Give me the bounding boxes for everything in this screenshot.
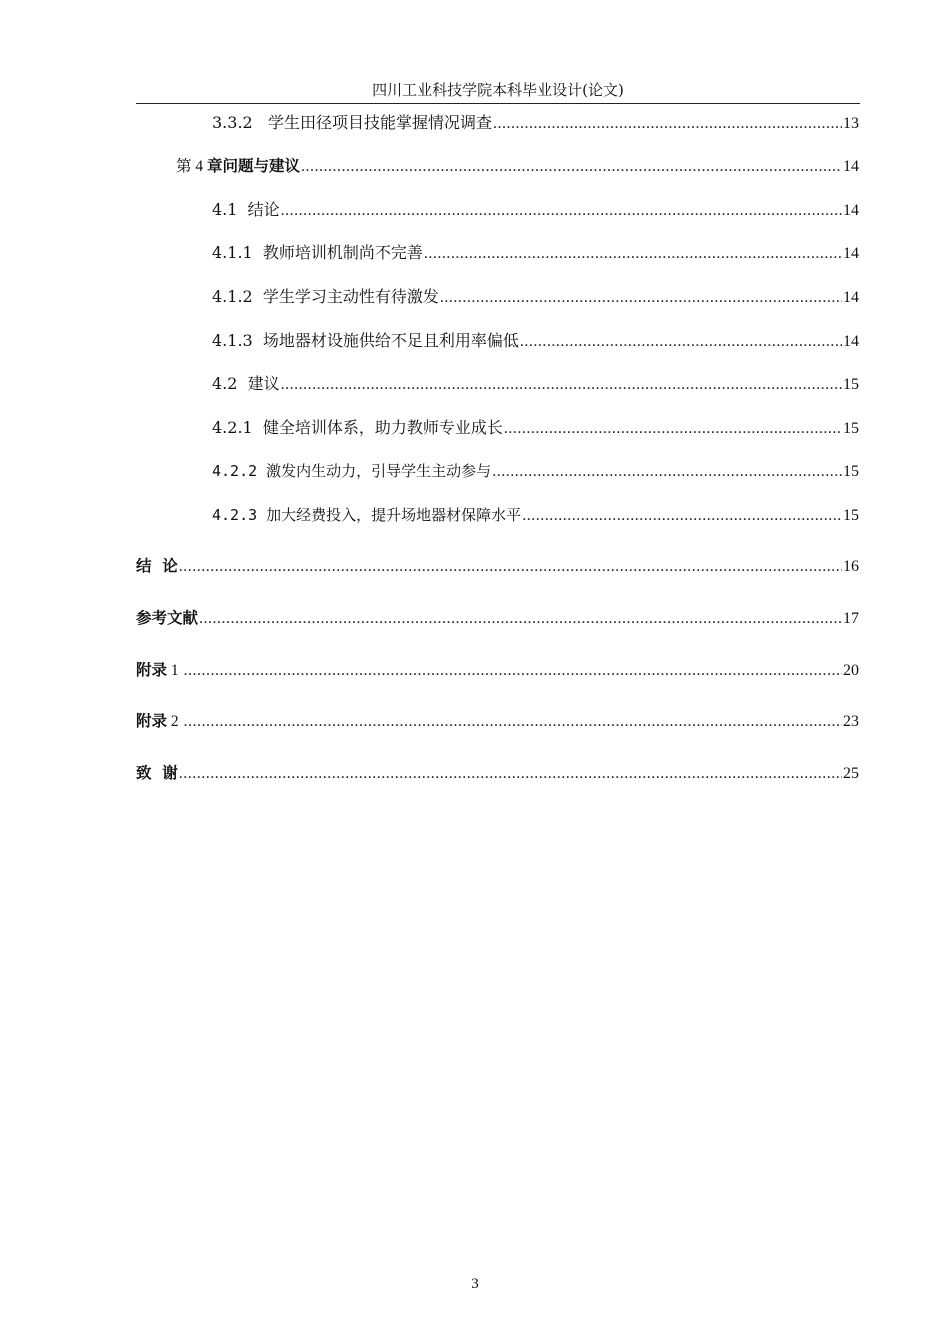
toc-entry-label: 4.1 结论: [212, 200, 280, 219]
toc-entry-3-3-2[interactable]: [212, 112, 859, 135]
toc-entry-page: 14: [843, 333, 859, 350]
toc-entry-page: 14: [843, 245, 859, 262]
toc-entry-page: 17: [843, 610, 859, 627]
toc-entry-4-1-3[interactable]: [212, 330, 859, 353]
toc-entry-appendix-2[interactable]: [136, 710, 859, 733]
toc-entry-4-1[interactable]: [212, 199, 859, 222]
toc-entry-prefix: 第 4: [176, 158, 208, 175]
toc-entry-4-2-3[interactable]: [212, 504, 859, 527]
toc-entry-page: 16: [843, 558, 859, 575]
toc-dot-leader: [504, 418, 842, 440]
toc-entry-page: 15: [843, 376, 859, 393]
toc-entry-label: 附录: [136, 712, 168, 730]
toc-dot-leader: [199, 608, 842, 630]
toc-entry-page: 14: [843, 289, 859, 306]
toc-entry-page: 20: [843, 662, 859, 679]
toc-entry-chapter-4[interactable]: [176, 155, 859, 178]
toc-entry-label: 致 谢: [136, 764, 178, 782]
toc-entry-label: 3.3.2 学生田径项目技能掌握情况调查: [212, 113, 492, 132]
toc-entry-suffix: 2: [167, 713, 183, 730]
toc-entry-label: 4.2.2 激发内生动力，引导学生主动参与: [212, 462, 492, 480]
toc-entry-4-2-1[interactable]: [212, 417, 859, 440]
toc-entry-label: 4.2.3 加大经费投入，提升场地器材保障水平: [212, 506, 522, 524]
header-rule: [136, 103, 860, 104]
toc-entry-conclusion[interactable]: [136, 555, 859, 578]
toc-entry-appendix-1[interactable]: [136, 659, 859, 682]
toc-entry-page: 15: [843, 507, 859, 524]
toc-entry-label: 结 论: [136, 557, 178, 575]
toc-dot-leader: [281, 374, 842, 396]
running-header: 四川工业科技学院本科毕业设计(论文): [372, 81, 624, 99]
toc-entry-4-1-2[interactable]: [212, 286, 859, 309]
toc-entry-label: 4.2.1 健全培训体系，助力教师专业成长: [212, 418, 503, 437]
toc-entry-label: 章问题与建议: [207, 157, 301, 175]
toc-entry-acknowledgements[interactable]: [136, 762, 859, 785]
toc-dot-leader: [184, 711, 842, 733]
toc-entry-page: 23: [843, 713, 859, 730]
toc-dot-leader: [179, 556, 842, 578]
toc-dot-leader: [520, 331, 842, 353]
toc-dot-leader: [301, 156, 842, 178]
toc-entry-page: 15: [843, 420, 859, 437]
toc-dot-leader: [493, 113, 842, 135]
page-number: 3: [471, 1276, 479, 1292]
toc-entry-page: 15: [843, 463, 859, 480]
toc-entry-page: 14: [843, 158, 859, 175]
toc-dot-leader: [522, 505, 842, 527]
toc-dot-leader: [281, 200, 842, 222]
toc-entry-label: 4.1.2 学生学习主动性有待激发: [212, 287, 439, 306]
toc-entry-label: 附录: [136, 661, 168, 679]
toc-entry-page: 13: [843, 115, 859, 132]
toc-entry-page: 25: [843, 765, 859, 782]
toc-entry-label: 4.1.1 教师培训机制尚不完善: [212, 243, 423, 262]
toc-entry-label: 参考文献: [136, 609, 199, 627]
toc-entry-references[interactable]: [136, 607, 859, 630]
toc-entry-label: 4.2 建议: [212, 374, 280, 393]
toc-dot-leader: [184, 660, 842, 682]
toc-dot-leader: [179, 763, 842, 785]
toc-entry-4-2[interactable]: [212, 373, 859, 396]
toc-dot-leader: [440, 287, 842, 309]
toc-entry-label: 4.1.3 场地器材设施供给不足且利用率偏低: [212, 331, 519, 350]
toc-entry-4-2-2[interactable]: [212, 460, 859, 483]
toc-entry-page: 14: [843, 202, 859, 219]
toc-dot-leader: [492, 461, 842, 483]
toc-entry-suffix: 1: [167, 662, 183, 679]
toc-entry-4-1-1[interactable]: [212, 242, 859, 265]
toc-dot-leader: [424, 243, 842, 265]
